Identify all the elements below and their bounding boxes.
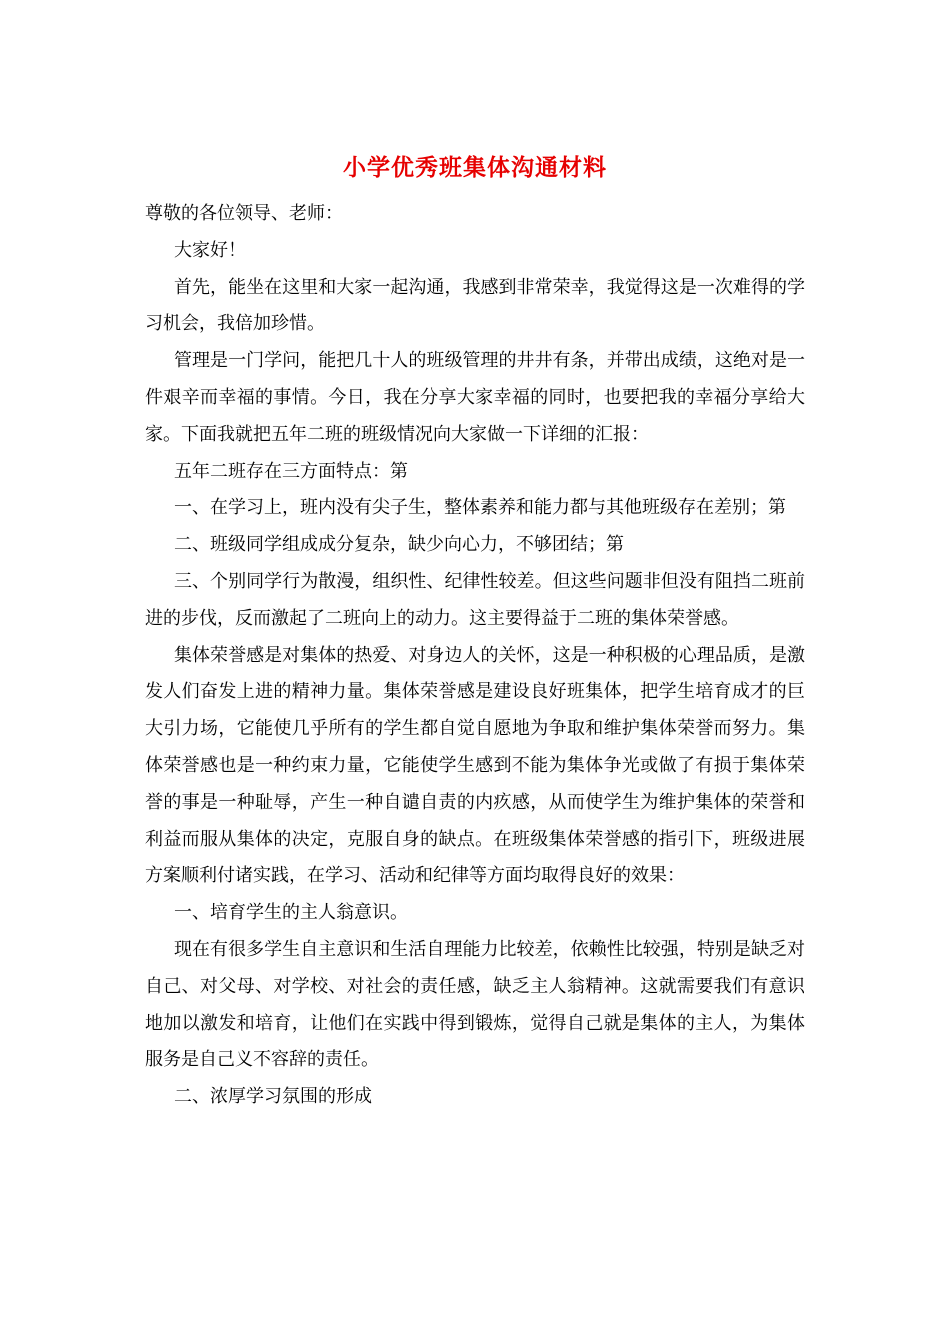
paragraph-management: 管理是一门学问，能把几十人的班级管理的井井有条，并带出成绩，这绝对是一件艰辛而幸福的事情。今日，我在分享大家幸福的同时，也要把我的幸福分享给大家。下面我就把五年二班的班级情况向大家做一下详细的汇报： <box>145 350 805 445</box>
greeting: 大家好！ <box>174 239 246 261</box>
paragraph-collective-honor: 集体荣誉感是对集体的热爱、对身边人的关怀，这是一种积极的心理品质，是激发人们奋发上进的精神力量。集体荣誉感是建设良好班集体，把学生培育成才的巨大引力场，它能使几乎所有的学生都自觉自愿地为争取和维护集体荣誉而努力。集体荣誉感也是一种约束力量，它能使学生感到不能为集体争光或做了有损于集体荣誉的事是一种耻辱，产生一种自谴自责的内疚感，从而使学生为维护集体的荣誉和利益而服从集体的决定，克服自身的缺点。在班级集体荣誉感的指引下，班级进展方案顺利付诸实践，在学习、活动和纪律等方面均取得良好的效果： <box>145 644 805 887</box>
paragraph-feature-2: 二、班级同学组成成分复杂，缺少向心力，不够团结；第 <box>174 534 624 556</box>
salutation: 尊敬的各位领导、老师： <box>145 203 343 224</box>
section-heading-1: 一、培育学生的主人翁意识。 <box>174 902 408 924</box>
paragraph-ownership: 现在有很多学生自主意识和生活自理能力比较差，依赖性比较强，特别是缺乏对自己、对父母、对学校、对社会的责任感，缺乏主人翁精神。这就需要我们有意识地加以激发和培育，让他们在实践中得到锻炼，觉得自己就是集体的主人，为集体服务是自己义不容辞的责任。 <box>145 938 805 1071</box>
section-heading-2: 二、浓厚学习氛围的形成 <box>174 1086 372 1108</box>
paragraph-feature-1: 一、在学习上，班内没有尖子生，整体素养和能力都与其他班级存在差别；第 <box>174 497 786 519</box>
paragraph-features-intro: 五年二班存在三方面特点：第 <box>174 460 408 482</box>
document-body <box>145 196 805 1116</box>
paragraph-feature-3: 三、个别同学行为散漫，组织性、纪律性较差。但这些问题非但没有阻挡二班前进的步伐，反而激起了二班向上的动力。这主要得益于二班的集体荣誉感。 <box>145 570 805 629</box>
paragraph-opening: 首先，能坐在这里和大家一起沟通，我感到非常荣幸，我觉得这是一次难得的学习机会，我倍加珍惜。 <box>145 276 805 335</box>
document-title: 小学优秀班集体沟通材料 <box>343 154 607 181</box>
